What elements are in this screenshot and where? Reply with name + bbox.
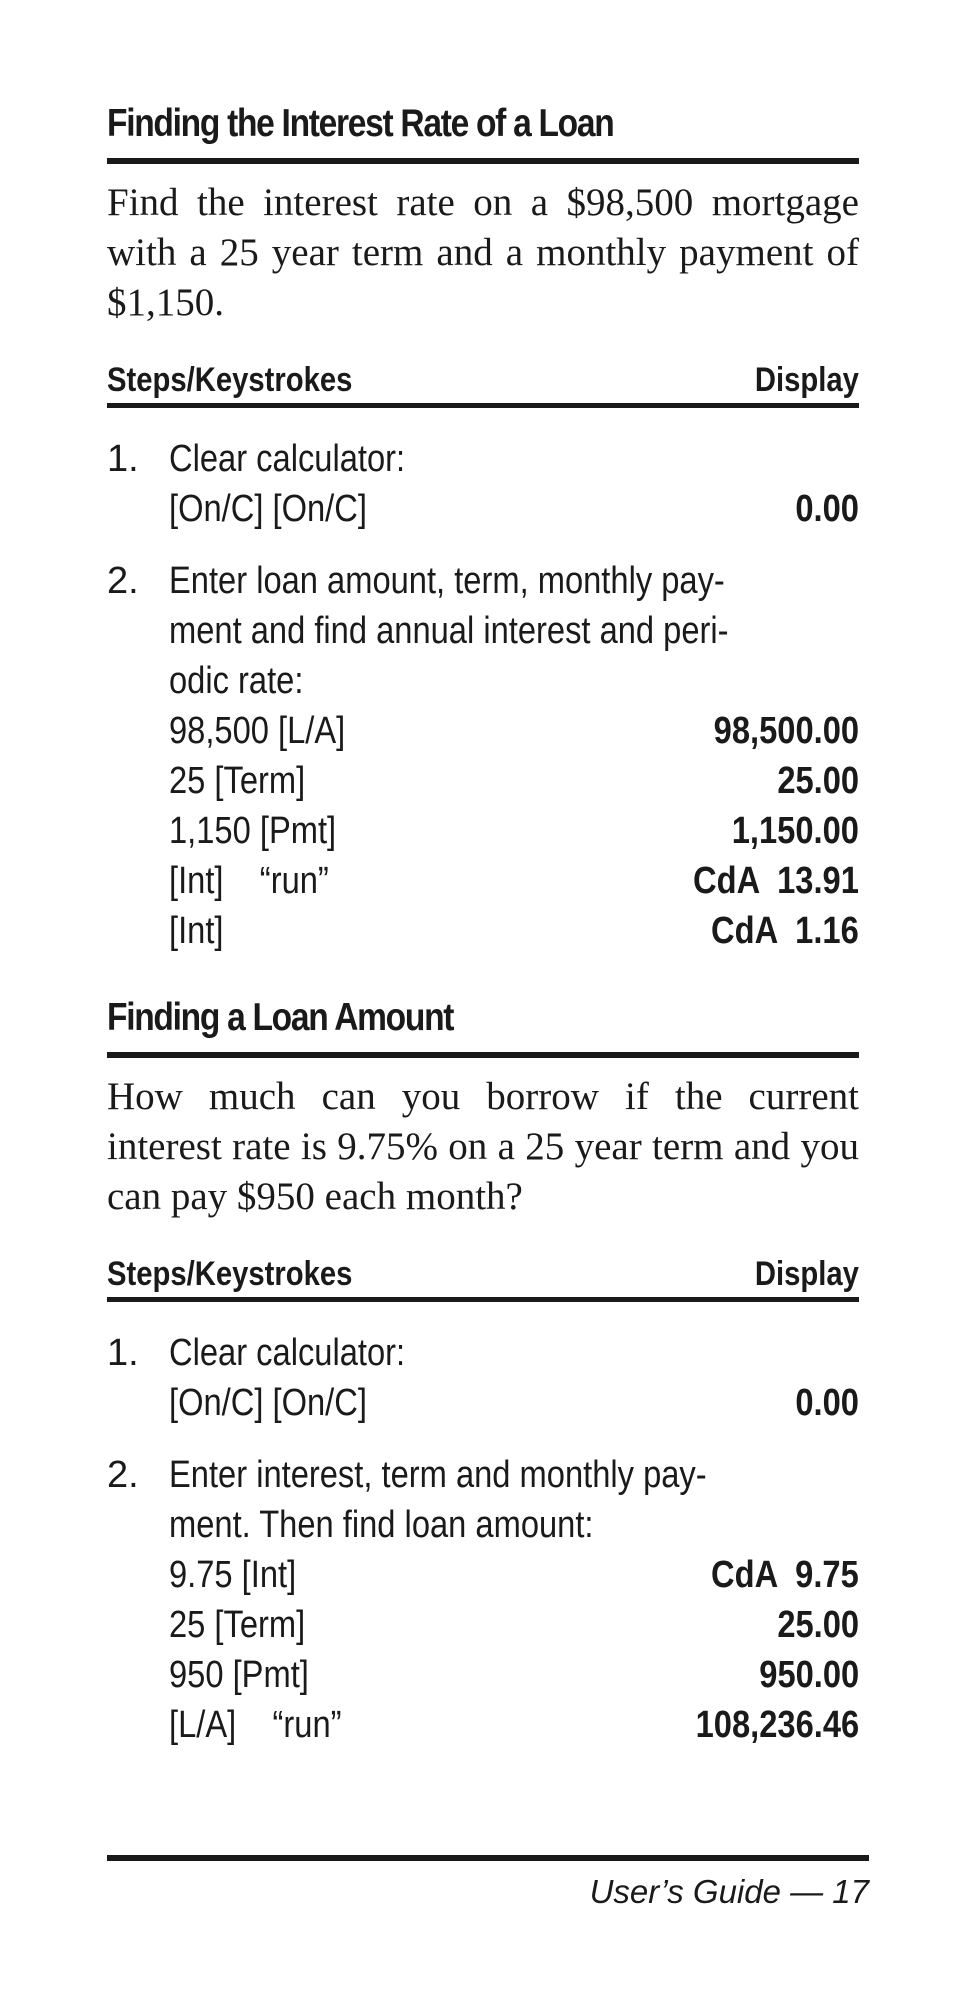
display-value: 108,236.46 [695,1704,859,1746]
step-description: odic rate: [169,660,304,702]
keystroke: [Int] [169,910,224,952]
step-description: Clear calculator: [169,438,406,480]
keystroke: [On/C] [On/C] [169,1382,367,1424]
step-description: Clear calculator: [169,1332,406,1374]
keystroke-row [169,706,859,756]
display-value: 0.00 [795,488,859,530]
keystroke: 950 [Pmt] [169,1654,309,1696]
keystroke-row [169,484,859,534]
table-header [107,1254,859,1294]
display-value: CdA 9.75 [711,1554,859,1596]
title-rule [107,1052,859,1058]
step-description: Enter interest, term and monthly pay- [169,1454,707,1496]
step-description: ment. Then find loan amount: [169,1504,594,1546]
step-item [107,556,859,956]
keystroke-row [169,1700,859,1750]
footer-rule [107,1855,869,1861]
section-loan-amount [107,994,859,1750]
display-value: 98,500.00 [713,710,859,752]
step-item [107,1450,859,1750]
step-number: 2. [107,560,139,602]
title-rule [107,158,859,164]
display-value: 950.00 [759,1654,859,1696]
step-item [107,434,859,534]
table-header [107,360,859,400]
display-value: 0.00 [795,1382,859,1424]
intro-paragraph: Find the interest rate on a $98,500 mortgage with a 25 year term and a monthly payment of $1,150. [107,181,859,324]
step-body [169,1328,859,1428]
step-body [169,556,859,956]
steps-list [107,1328,859,1750]
header-display: Display [754,361,859,399]
keystroke: 25 [Term] [169,760,306,802]
header-rule [107,1297,859,1302]
section-title: Finding a Loan Amount [107,996,454,1039]
keystroke: [Int] “run” [169,860,329,902]
keystroke-row [169,1550,859,1600]
keystroke: [On/C] [On/C] [169,488,367,530]
step-body [169,434,859,534]
page-footer: User’s Guide — 17 [589,1873,869,1910]
keystroke: [L/A] “run” [169,1704,342,1746]
section-interest-rate [107,100,859,956]
step-number: 1. [107,438,139,480]
section-title: Finding the Interest Rate of a Loan [107,102,614,145]
keystroke-row [169,856,859,906]
header-steps: Steps/Keystrokes [107,361,353,399]
step-item [107,1328,859,1428]
keystroke-row [169,756,859,806]
display-value: CdA 1.16 [711,910,859,952]
keystroke-row [169,806,859,856]
step-body [169,1450,859,1750]
header-display: Display [754,1255,859,1293]
keystroke-row [169,1650,859,1700]
step-number: 2. [107,1454,139,1496]
display-value: 1,150.00 [731,810,859,852]
step-description: Enter loan amount, term, monthly pay- [169,560,725,602]
keystroke-row [169,1378,859,1428]
header-steps: Steps/Keystrokes [107,1255,353,1293]
display-value: 25.00 [777,760,859,802]
keystroke: 98,500 [L/A] [169,710,346,752]
steps-list [107,434,859,956]
display-value: 25.00 [777,1604,859,1646]
keystroke: 9.75 [Int] [169,1554,297,1596]
step-number: 1. [107,1332,139,1374]
step-description: ment and find annual interest and peri- [169,610,729,652]
display-value: CdA 13.91 [693,860,859,902]
keystroke: 1,150 [Pmt] [169,810,337,852]
keystroke-row [169,906,859,956]
header-rule [107,403,859,408]
keystroke-row [169,1600,859,1650]
intro-paragraph: How much can you borrow if the current interest rate is 9.75% on a 25 year term and you can pay $950 each month? [107,1075,859,1218]
keystroke: 25 [Term] [169,1604,306,1646]
manual-page [107,100,859,1772]
